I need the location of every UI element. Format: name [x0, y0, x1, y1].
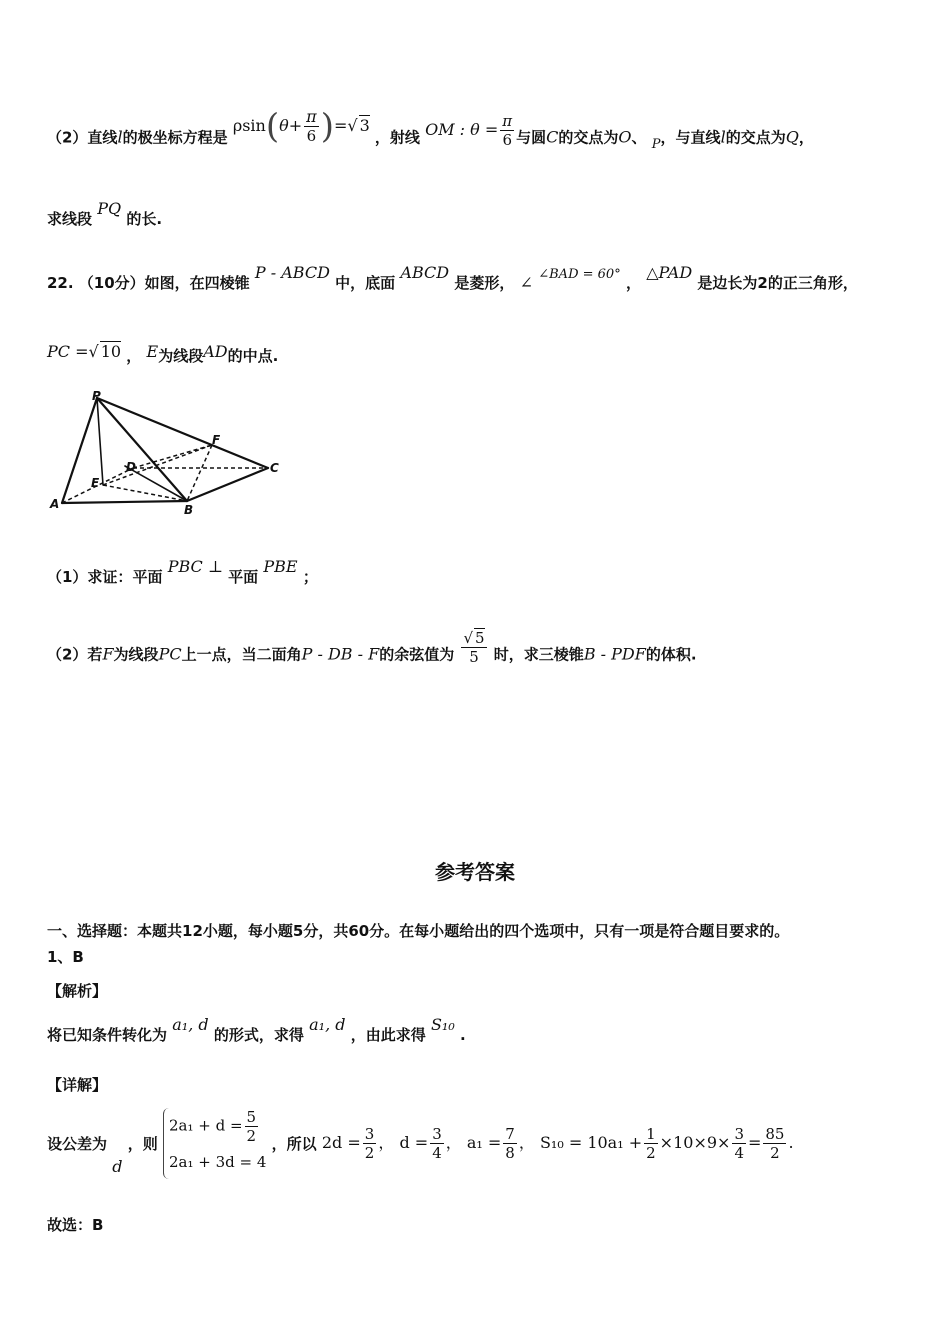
comma: ， [518, 1133, 535, 1152]
result-expressions [321, 1125, 794, 1162]
math-a1d: a₁, d [172, 1015, 209, 1034]
paren-right: ) [320, 106, 334, 146]
detail-text [47, 1108, 794, 1179]
frac-den: 2 [646, 1144, 656, 1162]
edge-df-hidden [133, 445, 212, 468]
frac-den: 4 [432, 1144, 442, 1162]
edge-pb [97, 398, 187, 501]
q22-part2 [47, 629, 697, 674]
q22-part1 [47, 557, 318, 587]
text: 中，底面 [335, 274, 396, 292]
text: 为线段 [158, 347, 204, 365]
text: 求线段 [47, 210, 93, 228]
frac-den: 5 [469, 648, 479, 666]
frac-den: 6 [306, 126, 317, 145]
equation-system [163, 1108, 266, 1179]
text: 是边长为2的正三角形， [697, 274, 858, 292]
sqrt-5: 5 [475, 629, 485, 647]
math-pabcd: P - ABCD [254, 263, 330, 282]
label-e: E [91, 476, 100, 490]
text: ，与直线 [660, 128, 721, 147]
q21-part2-line1 [47, 106, 814, 158]
eq-row-2: 2a₁ + 3d = 4 [168, 1153, 267, 1171]
math-e: E [146, 342, 159, 361]
q21-part2-line2 [47, 199, 163, 229]
q22-line1 [47, 263, 858, 293]
text: 、 [631, 128, 647, 147]
label-c: C [270, 461, 279, 475]
text: ， [798, 128, 814, 147]
math-mul: ×10×9× [659, 1133, 731, 1152]
math-abcd: ABCD [400, 263, 450, 282]
text: 是菱形， [454, 274, 515, 292]
text: ，射线 [374, 128, 420, 147]
frac-den: 8 [505, 1144, 515, 1162]
math-pq: PQ [97, 199, 122, 218]
math-q: Q [785, 127, 799, 147]
text: 上一点，当二面角 [181, 645, 302, 664]
frac-den: 6 [502, 130, 512, 149]
math-angle: ∠BAD = 60° [538, 267, 621, 282]
analysis-text [47, 1015, 466, 1045]
edge-pc [97, 398, 268, 468]
label-b: B [184, 503, 194, 517]
text: 的交点为 [558, 128, 619, 147]
comma: ， [378, 1133, 395, 1152]
math-pbc: PBC ⊥ [167, 557, 223, 576]
frac-num: 3 [364, 1125, 375, 1143]
math-2d: 2d = [321, 1133, 361, 1152]
question-number: 22. （10分）如图，在四棱锥 [47, 274, 250, 292]
comma: ， [445, 1133, 462, 1152]
text: 将已知条件转化为 [47, 1026, 168, 1044]
polar-equation: ρsin(θ+ $\frac{\pi}{6}$ )=√ 3 [232, 106, 370, 146]
math-ad: AD [203, 342, 228, 361]
text: 的中点. [227, 347, 279, 365]
math-l: l [117, 127, 123, 147]
sqrt-10: 10 [100, 342, 122, 361]
eq-row-1 [169, 1108, 266, 1145]
math-pbe: PBE [263, 557, 298, 576]
label-a: A [50, 497, 60, 511]
math-rho-sin: ρsin [232, 115, 266, 135]
frac-num: 3 [734, 1125, 744, 1143]
ray-om [425, 111, 516, 149]
math-l: l [720, 127, 726, 147]
text: 的交点为 [725, 128, 786, 147]
analysis-heading: 【解析】 [47, 982, 108, 1000]
period: . [788, 1133, 794, 1152]
math-a1-eq: a₁ = [466, 1133, 502, 1152]
math-theta: θ [279, 115, 289, 135]
text: 设公差为 [47, 1135, 108, 1153]
q22-line2 [47, 342, 279, 366]
text: 与圆 [516, 128, 547, 147]
frac-num: π [502, 111, 513, 130]
label-f: F [212, 433, 221, 447]
text: 的余弦值为 [379, 645, 455, 664]
frac-den: 4 [734, 1144, 744, 1162]
frac-num: 5 [246, 1108, 257, 1126]
edge-ef-hidden [103, 445, 212, 485]
math-d: d [112, 1157, 123, 1176]
sqrt-3: 3 [359, 115, 370, 135]
text: ， [625, 274, 641, 292]
math-p: P [651, 136, 661, 152]
math-pc: PC = [47, 342, 89, 361]
text: . [460, 1026, 466, 1044]
math-om: OM : θ = [425, 119, 499, 139]
pyramid-figure [40, 390, 290, 520]
text: ，所以 [271, 1135, 317, 1153]
math-pc: PC [158, 644, 182, 664]
math-plus: + [288, 115, 303, 135]
text: 的长. [126, 210, 163, 228]
edge-ab [62, 501, 187, 503]
text: ； [302, 568, 318, 586]
math-bpdf: B - PDF [583, 644, 646, 664]
text: 的极坐标方程是 [122, 128, 228, 147]
fraction-pi-6 [304, 108, 319, 145]
math-d-eq: d = [399, 1133, 429, 1152]
math-triangle: △PAD [646, 263, 693, 282]
frac-den: 2 [364, 1144, 375, 1162]
frac-den: 2 [246, 1127, 257, 1145]
paren-left: ( [265, 106, 280, 146]
text: （1）求证：平面 [47, 568, 163, 586]
answer-1: 1、B [47, 948, 84, 966]
text: 为线段 [113, 645, 159, 664]
detail-heading: 【详解】 [47, 1076, 108, 1094]
math-c: C [546, 127, 559, 147]
text: 平面 [228, 568, 259, 586]
fraction-sqrt5-5: $\frac{√ 5}{5}$ [463, 629, 485, 666]
math-f: F [102, 644, 114, 664]
final-choice: 故选：B [47, 1216, 104, 1234]
frac-num: 3 [432, 1125, 442, 1143]
frac-num: 1 [646, 1125, 656, 1143]
angle-symbol: ∠ [519, 273, 533, 292]
math-eq: = [747, 1133, 762, 1152]
frac-num: 85 [765, 1125, 785, 1143]
math-a1d: a₁, d [309, 1015, 346, 1034]
frac-num: π [306, 106, 317, 126]
text: ， [126, 347, 142, 365]
edge-pe [97, 398, 103, 485]
answers-title: 参考答案 [435, 860, 515, 884]
math-dihedral: P - DB - F [301, 644, 380, 664]
part-label: （2）直线 [47, 128, 118, 147]
math-s10-eq: S₁₀ = 10a₁ + [539, 1133, 643, 1152]
math-eq: = [333, 115, 348, 135]
text: 的形式，求得 [213, 1026, 304, 1044]
fraction-pi-6b [500, 112, 514, 149]
math-s10: S₁₀ [430, 1015, 455, 1034]
section-heading: 一、选择题：本题共12小题，每小题5分，共60分。在每小题给出的四个选项中，只有一项是符合题目要求的。 [47, 922, 790, 940]
text: 的体积. [645, 645, 697, 664]
frac-num: 7 [505, 1125, 515, 1143]
text: （2）若 [47, 645, 103, 664]
label-p: P [92, 390, 101, 403]
label-d: D [126, 460, 136, 474]
math-o: O [618, 127, 632, 147]
text: ，由此求得 [350, 1026, 426, 1044]
eq1: 2a₁ + d = [168, 1116, 243, 1135]
math-pc-eq: PC =√ 10 [47, 342, 122, 361]
text: ，则 [127, 1135, 158, 1153]
frac-den: 2 [770, 1144, 780, 1162]
text: 时，求三棱锥 [493, 645, 584, 664]
